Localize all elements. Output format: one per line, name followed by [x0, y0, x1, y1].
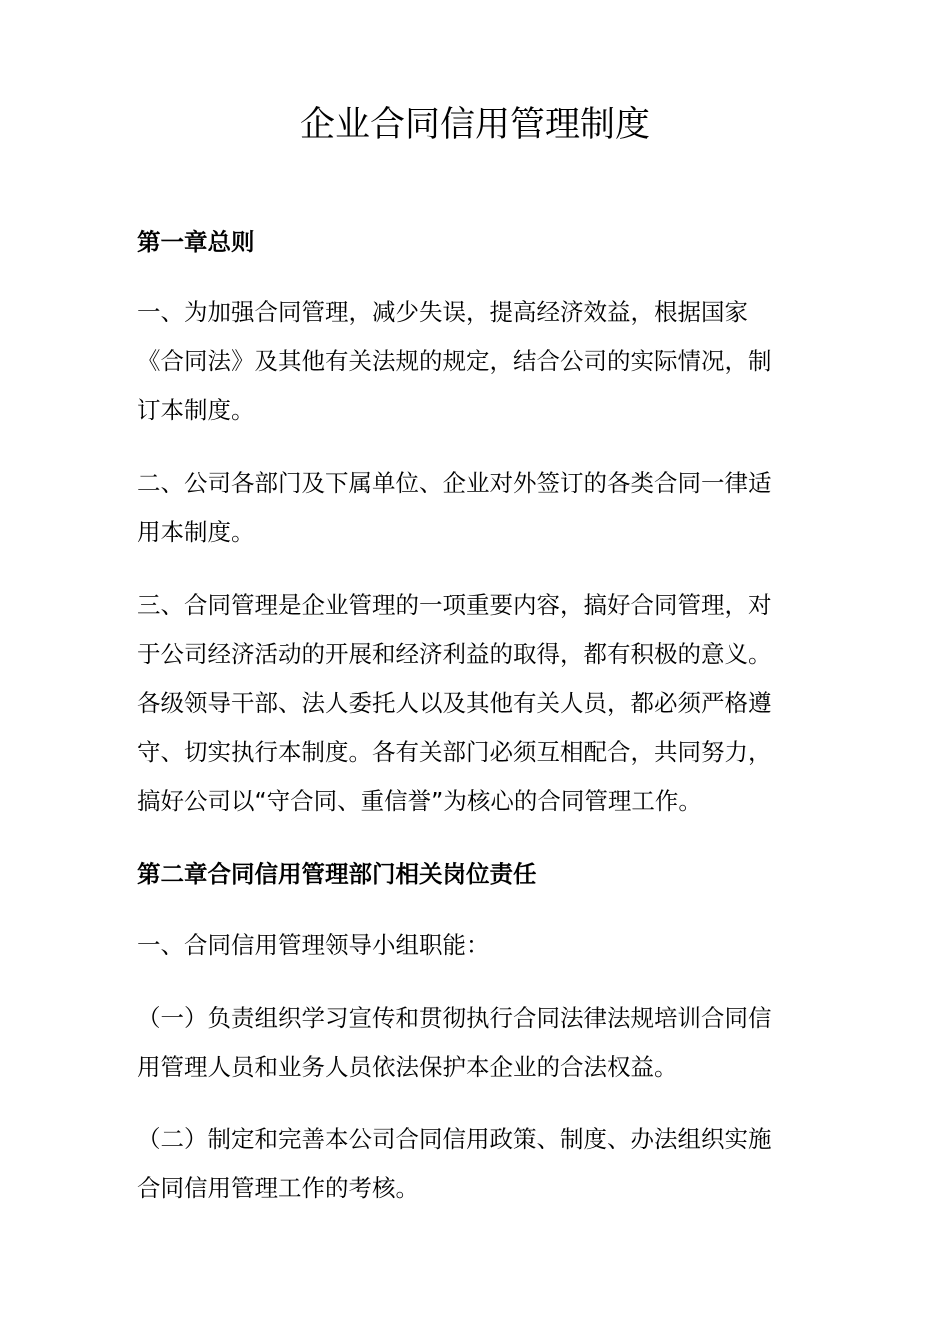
chapter-1-paragraph-3: [137, 581, 817, 826]
paragraph-line: 《合同法》及其他有关法规的规定，结合公司的实际情况，制: [137, 347, 772, 375]
paragraph-line: 一、为加强合同管理，减少失误，提高经济效益，根据国家: [137, 298, 748, 326]
paragraph-line: 用管理人员和业务人员依法保护本企业的合法权益。: [137, 1053, 678, 1081]
chapter-2-paragraph-3: [137, 1115, 817, 1213]
paragraph-line: 于公司经济活动的开展和经济利益的取得，都有积极的意义。: [137, 640, 772, 668]
chapter-1-paragraph-1: [137, 288, 817, 435]
paragraph-line: 订本制度。: [137, 396, 255, 424]
paragraph-line: 守、切实执行本制度。各有关部门必须互相配合，共同努力，: [137, 738, 772, 766]
chapter-1-paragraph-2: [137, 459, 817, 557]
paragraph-line: 三、合同管理是企业管理的一项重要内容，搞好合同管理，对: [137, 591, 772, 619]
paragraph-line: 各级领导干部、法人委托人以及其他有关人员，都必须严格遵: [137, 689, 772, 717]
paragraph-line: 用本制度。: [137, 518, 255, 546]
paragraph-line: （二）制定和完善本公司合同信用政策、制度、办法组织实施: [137, 1125, 772, 1153]
document-title: 企业合同信用管理制度: [299, 105, 650, 145]
chapter-2-paragraph-2: [137, 994, 817, 1092]
paragraph-line: 一、合同信用管理领导小组职能：: [137, 931, 490, 959]
chapter-2-heading: 第二章合同信用管理部门相关岗位责任: [137, 860, 537, 888]
chapter-2-paragraph-1: [137, 921, 817, 970]
paragraph-line: （一）负责组织学习宣传和贯彻执行合同法律法规培训合同信: [137, 1004, 772, 1032]
paragraph-line: 搞好公司以“守合同、重信誉”为核心的合同管理工作。: [137, 787, 702, 815]
chapter-1-heading: 第一章总则: [137, 228, 255, 256]
paragraph-line: 合同信用管理工作的考核。: [137, 1174, 419, 1202]
paragraph-line: 二、公司各部门及下属单位、企业对外签订的各类合同一律适: [137, 469, 772, 497]
